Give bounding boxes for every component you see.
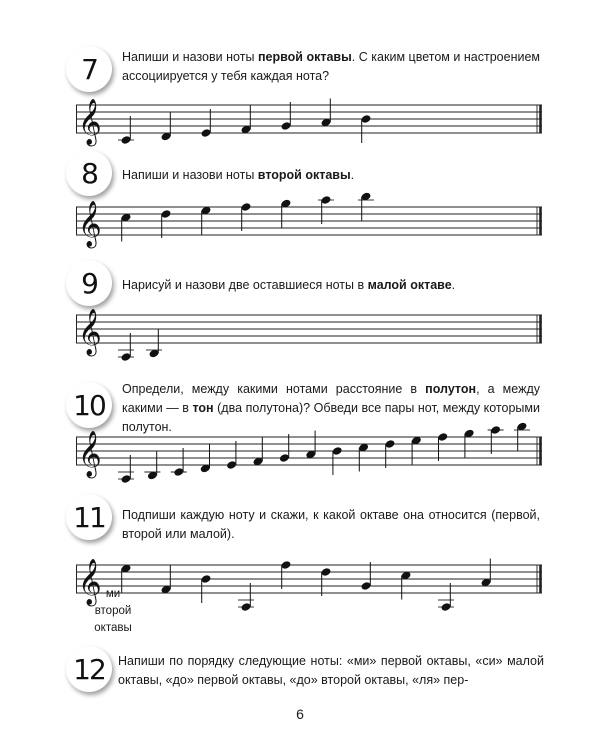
note <box>120 213 131 242</box>
bold-term: малой октаве <box>367 278 452 292</box>
note <box>438 583 454 612</box>
text-segment: Напиши и назови ноты <box>122 168 258 182</box>
staff-task-9 <box>76 306 546 355</box>
note <box>318 195 334 224</box>
note <box>320 567 331 596</box>
text-segment: . С каким цветом и настроением ассоциируется у тебя каждая нота? <box>122 50 541 83</box>
bold-term: первой октавы <box>257 50 352 64</box>
note <box>118 116 134 145</box>
bold-term: второй октавы <box>257 168 351 182</box>
example-note-name: ми <box>105 588 121 600</box>
treble-clef-icon: 𝄞 <box>78 201 102 247</box>
note <box>437 432 448 461</box>
task-11-text <box>122 506 540 544</box>
task-8-text <box>122 166 540 185</box>
example-octave-label: октавы <box>94 622 132 634</box>
staff-task-10 <box>76 428 546 477</box>
task-number-7: 7 <box>66 46 112 92</box>
task-11-example-caption <box>90 586 136 637</box>
note <box>144 452 160 481</box>
task-number-10: 10 <box>66 382 112 428</box>
staff-task-7-svg <box>76 96 546 145</box>
note <box>280 199 291 228</box>
note <box>238 583 254 612</box>
note <box>488 425 504 454</box>
note <box>118 455 134 484</box>
text-segment: . <box>350 168 355 182</box>
task-7-text <box>122 48 540 86</box>
text-segment: Напиши и назови ноты <box>122 50 258 64</box>
text-segment: , а между какими — в <box>122 382 540 415</box>
staff-task-10-svg <box>76 428 546 477</box>
note <box>358 192 374 221</box>
text-segment: . <box>451 278 456 292</box>
note <box>240 106 251 135</box>
staff-task-9-svg <box>76 306 546 355</box>
treble-clef-icon: 𝄞 <box>78 559 102 605</box>
note <box>200 109 211 138</box>
text-segment: Подпиши каждую ноту и скажи, к какой октаве она относится (первой, второй или малой). <box>122 508 540 541</box>
task-number-9: 9 <box>66 260 112 306</box>
note <box>320 99 331 128</box>
note <box>411 436 422 465</box>
text-segment: Напиши по порядку следующие ноты: «ми» первой октавы, «си» малой октавы, «до» первой октавы, «до» второй октавы, «ля» пер- <box>118 654 544 687</box>
staff-task-11-svg <box>76 556 546 605</box>
note <box>280 560 291 589</box>
note <box>118 333 134 362</box>
note <box>200 574 211 603</box>
text-segment: Определи, между какими нотами расстояние в <box>122 382 426 396</box>
task-12-text <box>118 652 544 690</box>
note <box>252 438 263 467</box>
text-segment: Нарисуй и назови две оставшиеся ноты в <box>122 278 368 292</box>
note <box>332 446 343 475</box>
note <box>358 443 369 472</box>
note <box>226 441 237 470</box>
note <box>200 206 211 235</box>
staff-task-8-svg <box>76 198 546 247</box>
note <box>160 113 171 142</box>
task-number-12: 12 <box>66 646 112 692</box>
example-octave-word: второй <box>94 605 132 617</box>
note <box>464 429 475 458</box>
task-9-text <box>122 276 540 295</box>
bold-term: тон <box>192 401 214 415</box>
note <box>480 559 491 588</box>
text-segment: (два полутона)? Обведи все пары нот, между которыми полутон. <box>122 401 540 434</box>
treble-clef-icon: 𝄞 <box>78 309 102 355</box>
page-number: 6 <box>296 706 304 722</box>
staff-task-7 <box>76 96 546 145</box>
note <box>400 571 411 600</box>
note <box>160 209 171 238</box>
bold-term: полутон <box>425 382 477 396</box>
task-number-11: 11 <box>66 494 112 540</box>
note <box>305 431 316 460</box>
note <box>171 448 187 477</box>
note <box>280 102 291 131</box>
treble-clef-icon: 𝄞 <box>78 431 102 477</box>
staff-task-11 <box>76 556 546 605</box>
note <box>240 202 251 231</box>
note <box>279 434 290 463</box>
staff-task-8 <box>76 198 546 247</box>
note <box>200 445 211 474</box>
note <box>360 562 371 591</box>
note <box>384 439 395 468</box>
note <box>160 566 171 595</box>
note <box>146 330 162 359</box>
note <box>360 114 371 143</box>
task-number-8: 8 <box>66 150 112 196</box>
treble-clef-icon: 𝄞 <box>78 99 102 145</box>
